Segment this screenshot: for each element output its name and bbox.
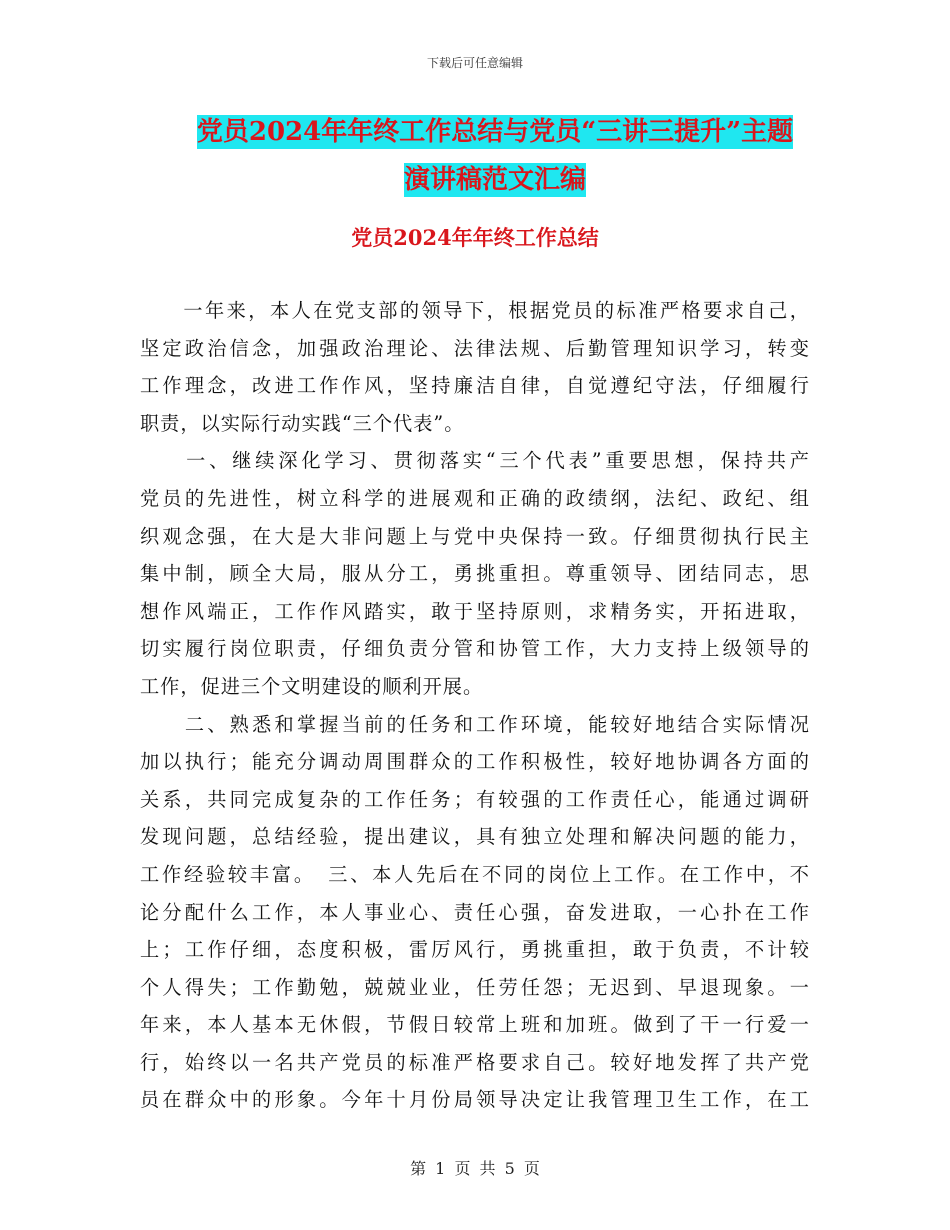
section-title: 党员2024年年终工作总结 <box>351 225 599 250</box>
text-line: 织观念强，在大是大非问题上与党中央保持一致。仔细贯彻执行民主 <box>140 524 810 548</box>
text-line: 一、继续深化学习、贯彻落实“三个代表”重要思想，保持共产 <box>140 449 810 473</box>
body-text <box>140 292 810 1119</box>
text-line: 二、熟悉和掌握当前的任务和工作环境，能较好地结合实际情况 <box>140 712 810 736</box>
text-line: 一年来，本人在党支部的领导下，根据党员的标准严格要求自己， <box>140 299 810 322</box>
page-footer: 第 1 页 共 5 页 <box>410 1159 540 1178</box>
text-line: 坚定政治信念，加强政治理论、法律法规、后勤管理知识学习，转变 <box>140 336 810 360</box>
text-line: 职责，以实际行动实践“三个代表”。 <box>140 411 465 435</box>
title-line-1: 党员2024年年终工作总结与党员“三讲三提升”主题 <box>196 117 794 147</box>
text-line: 工作，促进三个文明建设的顺利开展。 <box>140 674 484 698</box>
header-note: 下载后可任意编辑 <box>426 56 523 70</box>
text-line: 论分配什么工作，本人事业心、责任心强，奋发进取，一心扑在工作 <box>140 900 810 924</box>
text-line: 集中制，顾全大局，服从分工，勇挑重担。尊重领导、团结同志，思 <box>140 562 810 586</box>
text-line: 工作理念，改进工作作风，坚持廉洁自律，自觉遵纪守法，仔细履行 <box>140 374 810 398</box>
text-line: 发现问题，总结经验，提出建议，具有独立处理和解决问题的能力， <box>140 825 810 849</box>
text-line: 个人得失；工作勤勉，兢兢业业，任劳任怨；无迟到、早退现象。一 <box>140 975 810 999</box>
text-line: 员在群众中的形象。今年十月份局领导决定让我管理卫生工作，在工 <box>140 1088 810 1112</box>
text-line: 行，始终以一名共产党员的标准严格要求自己。较好地发挥了共产党 <box>140 1050 810 1074</box>
text-line: 关系，共同完成复杂的工作任务；有较强的工作责任心，能通过调研 <box>140 787 810 811</box>
title-line-2: 演讲稿范文汇编 <box>403 165 586 195</box>
text-line: 加以执行；能充分调动周围群众的工作积极性，较好地协调各方面的 <box>140 750 810 774</box>
text-line: 年来，本人基本无休假，节假日较常上班和加班。做到了干一行爱一 <box>140 1013 810 1037</box>
text-line: 想作风端正，工作作风踏实，敢于坚持原则，求精务实，开拓进取， <box>140 599 810 623</box>
text-line: 党员的先进性，树立科学的进展观和正确的政绩纲，法纪、政纪、组 <box>140 486 810 510</box>
text-line: 工作经验较丰富。 三、本人先后在不同的岗位上工作。在工作中，不 <box>140 862 810 886</box>
text-line: 上；工作仔细，态度积极，雷厉风行，勇挑重担，敢于负责，不计较 <box>140 938 810 962</box>
document-title <box>140 108 850 204</box>
text-line: 切实履行岗位职责，仔细负责分管和协管工作，大力支持上级领导的 <box>140 637 810 661</box>
